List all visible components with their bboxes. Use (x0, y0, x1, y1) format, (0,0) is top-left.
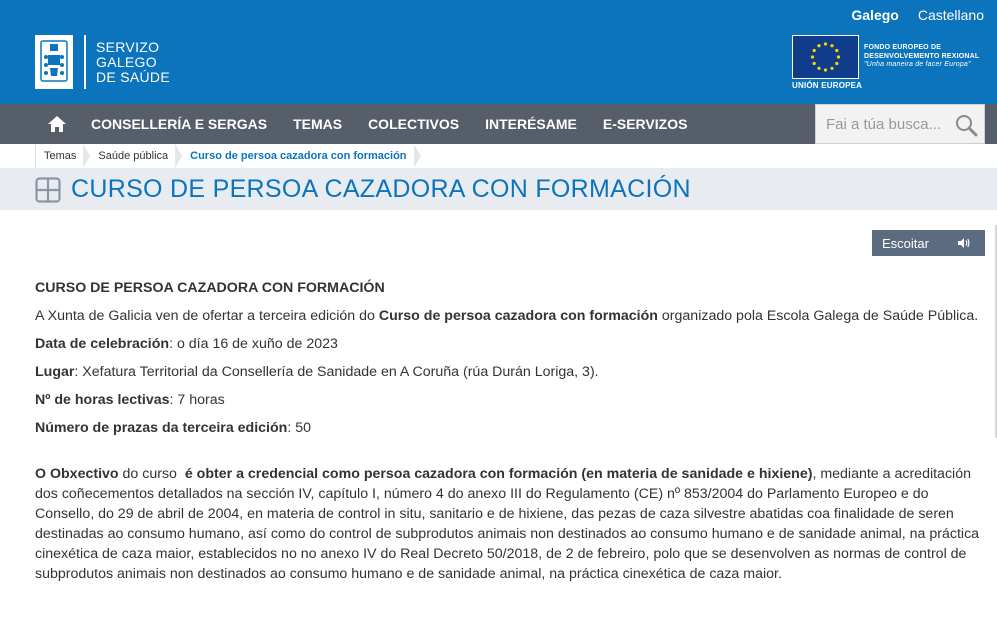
lang-galego[interactable]: Galego (851, 7, 899, 23)
seats-value: : 50 (287, 420, 311, 436)
eu-fund-logo (792, 35, 987, 90)
eu-flag-icon (792, 35, 859, 79)
intro-paragraph (35, 306, 985, 326)
nav-item-interesame[interactable]: INTERÉSAME (485, 116, 577, 132)
breadcrumb-item-current: Curso de persoa cazadora con formación (182, 144, 420, 168)
intro-text: A Xunta de Galicia ven de ofertar a terceira edición do (35, 308, 379, 324)
breadcrumb (35, 144, 421, 168)
place-row (35, 362, 985, 382)
site-header (0, 0, 997, 104)
erdf-text (864, 44, 979, 70)
nav-item-conselleria[interactable]: CONSELLERÍA E SERGAS (91, 116, 268, 132)
listen-button[interactable] (872, 230, 985, 256)
listen-label: Escoitar (882, 235, 929, 251)
logo-line: SERVIZO (96, 38, 160, 55)
date-row (35, 334, 985, 354)
breadcrumb-item-saude-publica[interactable]: Saúde pública (90, 144, 182, 168)
hours-row (35, 390, 985, 410)
objective-bold: é obter a credencial como persoa cazadora con formación (en materia de sanidade e hixiene) (184, 466, 813, 482)
logo-divider (84, 35, 86, 89)
article-content (35, 278, 985, 584)
search-box (815, 104, 985, 144)
logo-text (96, 40, 170, 85)
date-value: : o día 16 de xuño de 2023 (169, 336, 338, 352)
erdf-line: FONDO EUROPEO DE (864, 44, 942, 51)
objective-paragraph (35, 464, 985, 584)
logo-line: DE SAÚDE (96, 68, 170, 85)
lang-castellano[interactable]: Castellano (917, 7, 984, 23)
nav-items (91, 104, 713, 144)
hours-value: : 7 horas (169, 392, 225, 408)
nav-item-e-servizos[interactable]: E-SERVIZOS (602, 116, 688, 132)
hours-label: Nº de horas lectivas (35, 392, 170, 408)
intro-text-end: organizado pola Escola Galega de Saúde Pública. (657, 308, 979, 324)
home-icon[interactable] (47, 115, 67, 138)
course-name: Curso de persoa cazadora con formación (378, 308, 658, 324)
breadcrumb-item-temas[interactable]: Temas (35, 144, 90, 168)
page-title: CURSO DE PERSOA CAZADORA CON FORMACIÓN (71, 175, 691, 203)
speaker-icon (957, 237, 971, 252)
page-title-bar (0, 168, 997, 210)
language-switcher (851, 7, 984, 23)
place-value: : Xefatura Territorial da Consellería de Sanidade en A Coruña (rúa Durán Loriga, 3). (74, 364, 599, 380)
objective-text: , mediante a acreditación dos coñecementos detallados na sección IV, capítulo I, número 4 do anexo III do Regulamento (CE) nº 853/2004 do Parlamento Europeo e do Consello, do 29 de abril de 2004, en materia de control in situ, sanitario e de hixiene, das pezas de caza silvestre abatidas coa finalidade de seren destinadas ao consumo humano, así como do control de subprodutos animais non destinados ao consumo humano e de sanidade animal, na práctica cinexética de caza maior, establecidos no no anexo IV do Real Decreto 50/2018, de 2 de febreiro, polo que se desenvolven as normas de control de subprodutos animais non destinados ao consumo humano e de sanidade animal, na práctica cinexética de caza maior. (35, 466, 980, 582)
galicia-crest-icon (35, 35, 73, 89)
seats-row (35, 418, 985, 438)
search-icon[interactable] (954, 113, 978, 142)
grid-icon (35, 177, 61, 208)
place-label: Lugar (35, 364, 75, 380)
logo-line: GALEGO (96, 53, 157, 70)
eu-label: UNIÓN EUROPEA (792, 81, 863, 90)
nav-item-colectivos[interactable]: COLECTIVOS (368, 116, 460, 132)
search-input[interactable] (816, 105, 956, 143)
objective-mid: do curso (118, 466, 185, 482)
erdf-motto: "Unha maneira de facer Europa" (864, 61, 971, 68)
article-heading: CURSO DE PERSOA CAZADORA CON FORMACIÓN (35, 280, 385, 296)
sergas-logo[interactable] (35, 35, 170, 89)
objective-label: O Obxectivo (35, 466, 119, 482)
date-label: Data de celebración (35, 336, 170, 352)
erdf-line: DESENVOLVEMENTO REXIONAL (864, 52, 980, 60)
seats-label: Número de prazas da terceira edición (35, 420, 288, 436)
nav-item-temas[interactable]: TEMAS (293, 116, 343, 132)
